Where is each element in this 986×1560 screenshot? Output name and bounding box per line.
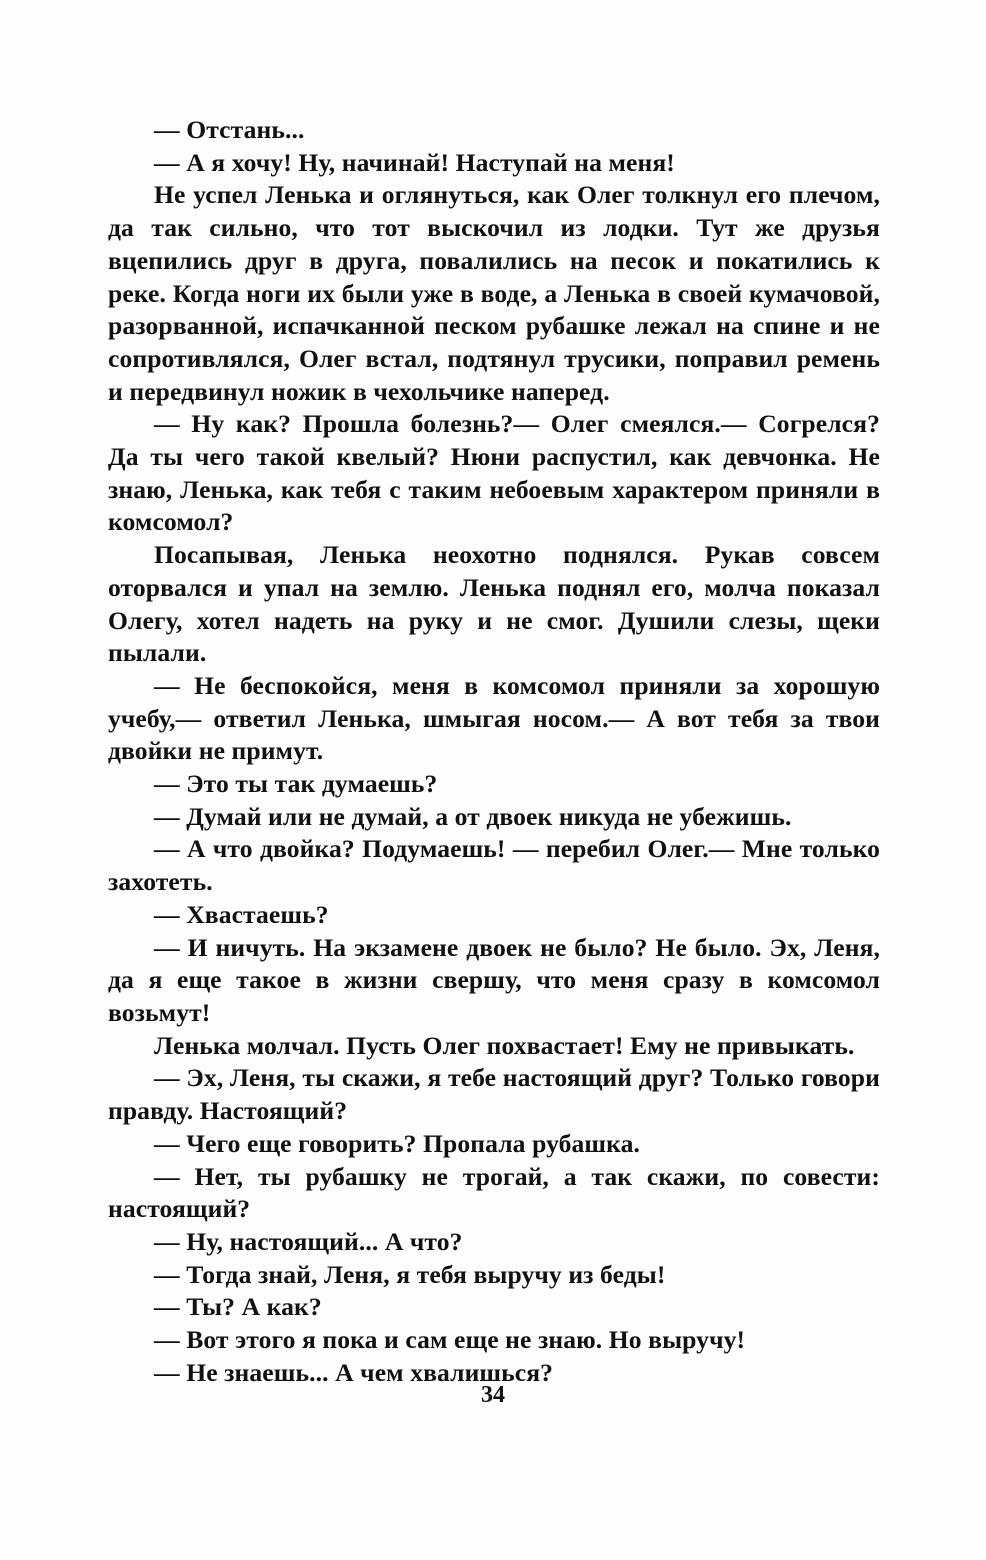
dialogue-line: — Думай или не думай, а от двоек никуда не убежишь. bbox=[154, 801, 792, 831]
dialogue-line: — Не знаешь... А чем хвалишься? bbox=[154, 1357, 554, 1387]
dialogue-line: — Эх, Леня, ты скажи, я тебе настоящий друг? Только говори правду. Настоящий? bbox=[108, 1063, 880, 1126]
dialogue-line: — А я хочу! Ну, начинай! Наступай на меня! bbox=[154, 147, 675, 177]
narrative-paragraph: Посапывая, Ленька неохотно поднялся. Рукав совсем оторвался и упал на землю. Ленька поднял его, молча показал Олегу, хотел надеть на руку и не смог. Душили слезы, щеки пылали. bbox=[108, 540, 880, 668]
dialogue-line: — Не беспокойся, меня в комсомол приняли за хорошую учебу,— ответил Ленька, шмыгая носом.— А вот тебя за твои двойки не примут. bbox=[108, 670, 880, 766]
narrative-paragraph: Не успел Ленька и оглянуться, как Олег толкнул его плечом, да так сильно, что тот выскочил из лодки. Тут же друзья вцепились друг в друга, повалились на песок и покатились к реке. Когда ноги их были уже в воде, а Ленька в своей кумачовой, разорванной, испачканной песком рубашке лежал на спине и не сопротивлялся, Олег встал, подтянул трусики, поправил ремень и передвинул ножик в чехольчике наперед. bbox=[108, 180, 880, 406]
dialogue-line: — Нет, ты рубашку не трогай, а так скажи, по совести: настоящий? bbox=[108, 1161, 880, 1224]
dialogue-line: — Чего еще говорить? Пропала рубашка. bbox=[154, 1128, 640, 1158]
dialogue-line: — Ты? А как? bbox=[154, 1292, 322, 1322]
dialogue-line: — Тогда знай, Леня, я тебя выручу из беды! bbox=[154, 1259, 666, 1289]
narrative-paragraph: Ленька молчал. Пусть Олег похвастает! Ему не привыкать. bbox=[154, 1030, 855, 1060]
dialogue-line: — Это ты так думаешь? bbox=[154, 769, 438, 799]
page-number: 34 bbox=[481, 1382, 505, 1408]
dialogue-line: — Вот этого я пока и сам еще не знаю. Но выручу! bbox=[154, 1325, 746, 1355]
dialogue-line: — Ну как? Прошла болезнь?— Олег смеялся.— Согрелся? Да ты чего такой квелый? Нюни распустил, как девчонка. Не знаю, Ленька, как тебя с таким небоевым характером приняли в комсомол? bbox=[108, 409, 880, 537]
page-text bbox=[108, 114, 880, 1389]
dialogue-line: — Отстань... bbox=[154, 115, 305, 144]
dialogue-line: — И ничуть. На экзамене двоек не было? Не было. Эх, Леня, да я еще такое в жизни свершу, что меня сразу в комсомол возьмут! bbox=[108, 932, 880, 1027]
dialogue-line: — А что двойка? Подумаешь! — перебил Олег.— Мне только захотеть. bbox=[108, 834, 880, 897]
dialogue-line: — Хвастаешь? bbox=[154, 899, 329, 929]
dialogue-line: — Ну, настоящий... А что? bbox=[154, 1226, 463, 1256]
